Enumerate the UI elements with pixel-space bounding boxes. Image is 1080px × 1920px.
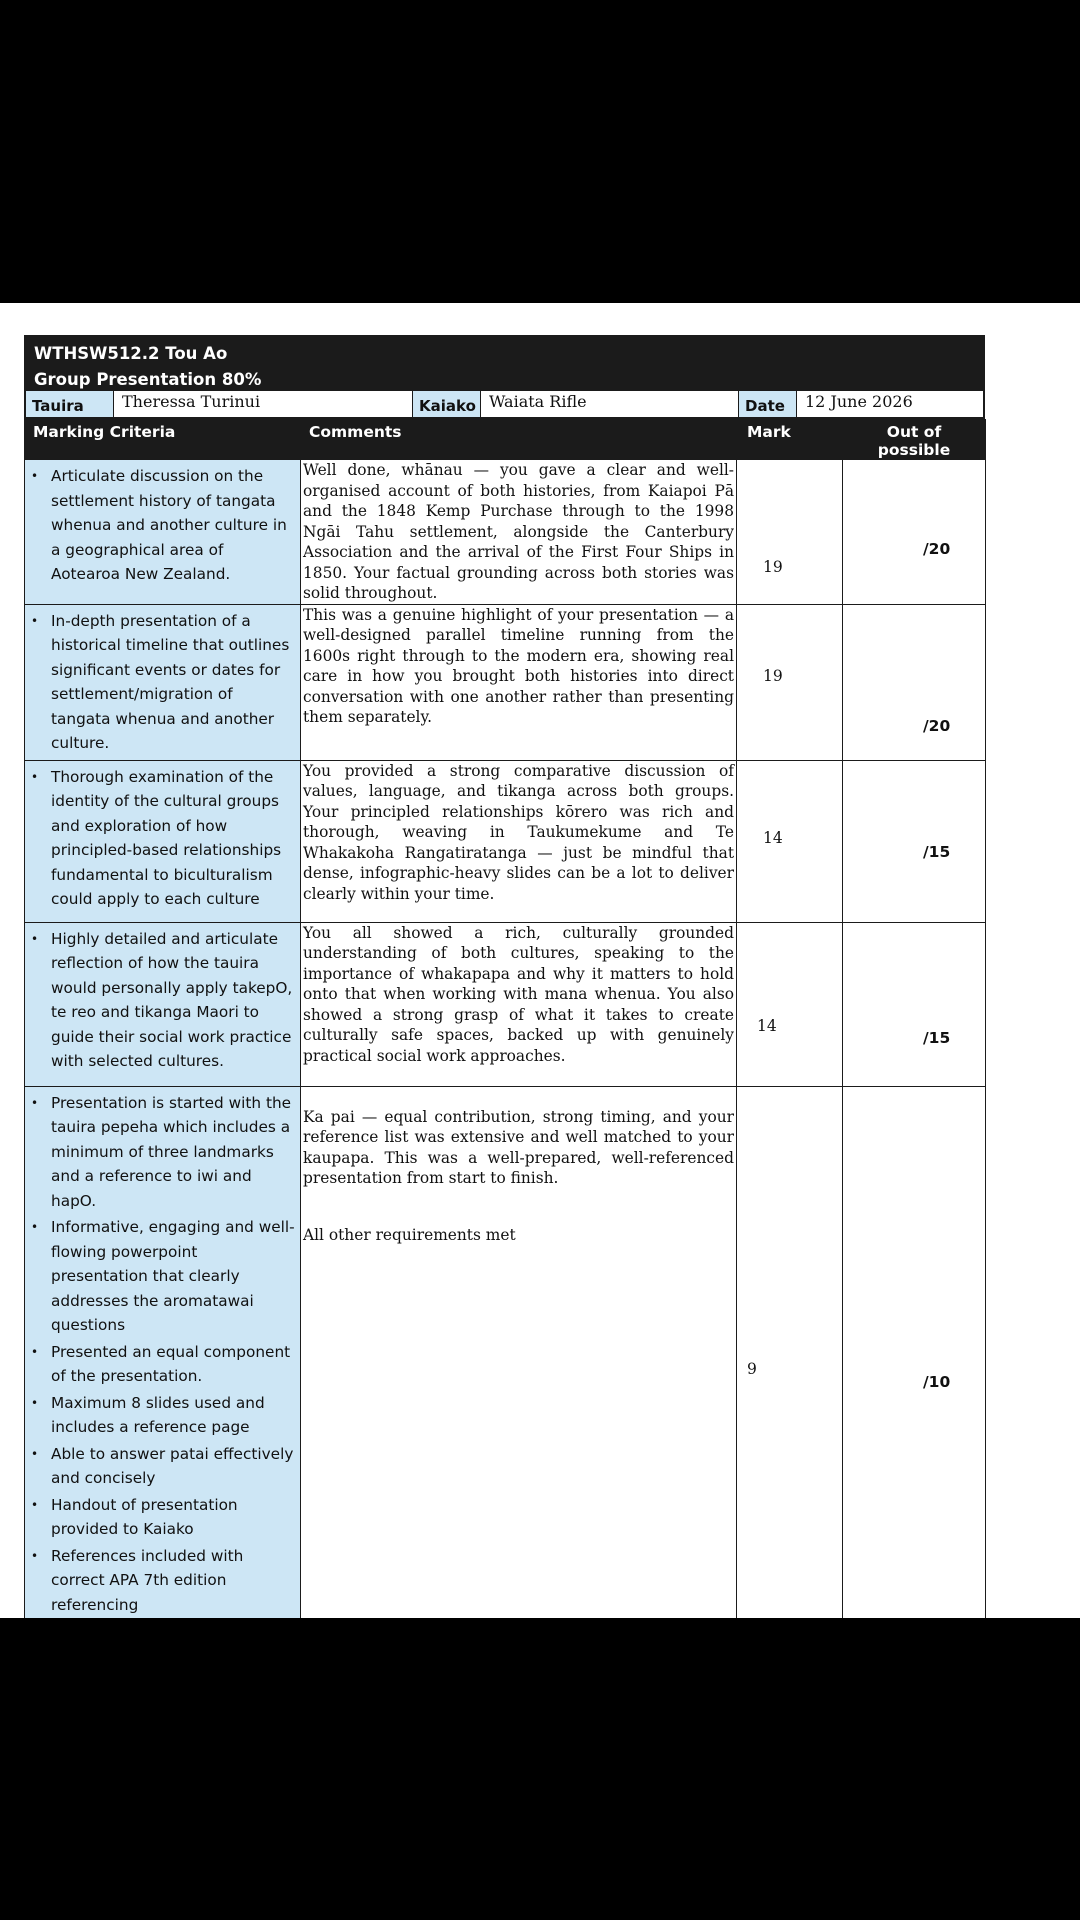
out-of-cell: [843, 460, 986, 605]
mark-value: 14: [757, 1016, 777, 1035]
table-row: [25, 460, 986, 605]
comment-text-2: All other requirements met: [303, 1225, 516, 1244]
criteria-item: • Informative, engaging and well-flowing powerpoint presentation that clearly addresses the aromatawai questions: [51, 1215, 296, 1338]
criteria-cell: [25, 1086, 301, 1622]
comment-cell: You all showed a rich, culturally grounded understanding of both cultures, speaking to the importance of whakapapa and why it matters to hold onto that when working with mana whenua. You also showed a strong grasp of what it takes to create culturally safe spaces, backed up with genuinely practical social work approaches.: [301, 922, 737, 1086]
criteria-item: • Thorough examination of the identity of the cultural groups and exploration of how principled-based relationships fundamental to biculturalism could apply to each culture: [51, 765, 296, 912]
criteria-item: • In-depth presentation of a historical timeline that outlines significant events or dates for settlement/migration of tangata whenua and another culture.: [51, 609, 296, 756]
mark-value: 19: [763, 666, 783, 685]
column-header-row: [25, 420, 986, 460]
criteria-cell: [25, 922, 301, 1086]
mark-cell: [737, 604, 843, 760]
criteria-cell: [25, 760, 301, 922]
table-row: [25, 604, 986, 760]
mark-header: Mark: [737, 420, 843, 460]
criteria-item: • Able to answer patai effectively and concisely: [51, 1442, 296, 1491]
criteria-item: • Presentation is started with the tauira pepeha which includes a minimum of three landmarks and a reference to iwi and hapO.: [51, 1091, 296, 1214]
mark-cell: [737, 922, 843, 1086]
course-code: WTHSW512.2 Tou Ao: [34, 344, 228, 363]
out-of-cell: [843, 604, 986, 760]
out-of-value: /15: [923, 842, 951, 861]
title-block: [24, 335, 985, 391]
table-row: [25, 922, 986, 1086]
out-of-value: /10: [923, 1372, 951, 1391]
mark-cell: [737, 460, 843, 605]
kaiako-label: Kaiako: [413, 391, 481, 417]
criteria-item: • Maximum 8 slides used and includes a reference page: [51, 1391, 296, 1440]
marking-sheet: [24, 335, 985, 1662]
criteria-cell: [25, 604, 301, 760]
comment-cell: [301, 1086, 737, 1622]
mark-cell: [737, 760, 843, 922]
out-of-header: Out of possible: [843, 420, 986, 460]
tauira-value: Theressa Turinui: [114, 391, 413, 417]
out-of-cell: [843, 922, 986, 1086]
mark-cell: [737, 1086, 843, 1622]
comment-cell: This was a genuine highlight of your presentation — a well-designed parallel timeline running from the 1600s right through to the modern era, showing real care in how you brought both histories into direct conversation with one another rather than presenting them separately.: [301, 604, 737, 760]
info-row: [24, 391, 985, 419]
assessment-title: Group Presentation 80%: [34, 370, 262, 389]
out-of-cell: [843, 760, 986, 922]
kaiako-value: Waiata Rifle: [481, 391, 739, 417]
criteria-item: • Handout of presentation provided to Kaiako: [51, 1493, 296, 1542]
table-row: [25, 760, 986, 922]
out-of-cell: [843, 1086, 986, 1622]
comment-cell: Well done, whānau — you gave a clear and well-organised account of both histories, from Kaiapoi Pā and the 1848 Kemp Purchase through to the 1998 Ngāi Tahu settlement, alongside the Canterbury Association and the arrival of the First Four Ships in 1850. Your factual grounding across both stories was solid throughout.: [301, 460, 737, 605]
date-value: 12 June 2026: [805, 392, 913, 411]
table-row: [25, 1086, 986, 1622]
mark-value: 19: [763, 558, 783, 576]
bottom-black-band: [0, 1618, 1080, 1920]
comment-text: Ka pai — equal contribution, strong timing, and your reference list was extensive and well matched to your kaupapa. This was a well-prepared, well-referenced presentation from start to finish.: [303, 1107, 734, 1187]
criteria-cell: [25, 460, 301, 605]
out-of-value: /15: [923, 1028, 951, 1047]
date-label: Date: [739, 391, 797, 417]
criteria-item: • References included with correct APA 7th edition referencing: [51, 1544, 296, 1618]
comments-header: Comments: [301, 420, 737, 460]
criteria-header: Marking Criteria: [25, 420, 301, 460]
mark-value: 9: [747, 1359, 757, 1378]
tauira-label: Tauira: [26, 391, 114, 417]
criteria-item: • Presented an equal component of the presentation.: [51, 1340, 296, 1389]
out-of-value: /20: [923, 540, 951, 558]
mark-value: 14: [763, 828, 783, 847]
marking-table: [24, 419, 986, 1662]
criteria-item: • Highly detailed and articulate reflection of how the tauira would personally apply takepO, te reo and tikanga Maori to guide their social work practice with selected cultures.: [51, 927, 296, 1074]
comment-cell: You provided a strong comparative discussion of values, language, and tikanga across both groups. Your principled relationships kōrero was rich and thorough, weaving in Taukumekume and Te Whakakoha Rangatiratanga — just be mindful that dense, infographic-heavy slides can be a lot to deliver clearly within your time.: [301, 760, 737, 922]
top-black-band: [0, 0, 1080, 303]
out-of-value: /20: [923, 716, 951, 735]
criteria-item: • Articulate discussion on the settlement history of tangata whenua and another culture in a geographical area of Aotearoa New Zealand.: [51, 464, 296, 587]
